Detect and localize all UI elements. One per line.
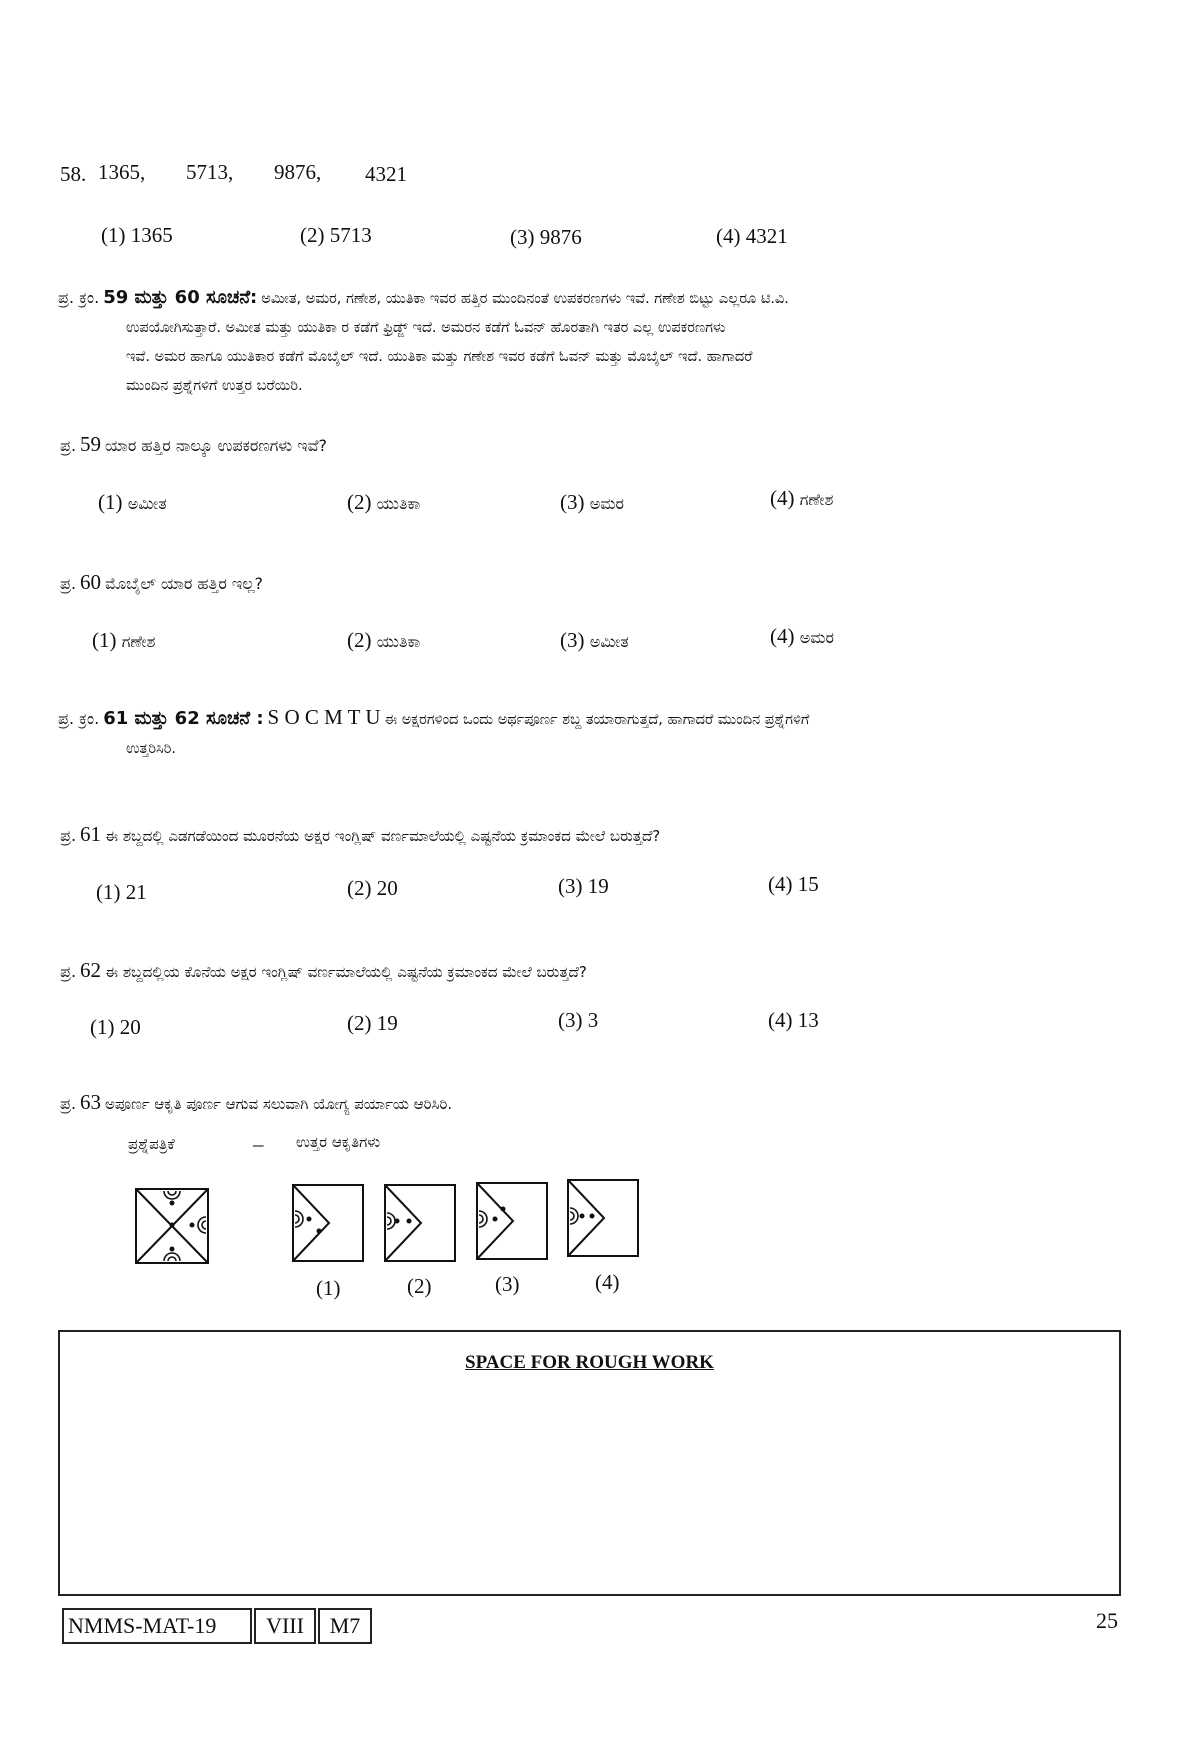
- q60-option-4[interactable]: [770, 624, 834, 649]
- q59-stem: [60, 432, 327, 457]
- instruction-prefix: ಪ್ರ. ಕ್ರಂ.: [58, 288, 100, 307]
- answer-figure-label: (3): [495, 1272, 520, 1296]
- q-text: ಅಪೂರ್ಣ ಆಕೃತಿ ಪೂರ್ಣ ಆಗುವ ಸಲುವಾಗಿ ಯೋಗ್ಯ ಪರ್ಯಾಯ ಆರಿಸಿರಿ.: [105, 1095, 453, 1113]
- q59-option-4[interactable]: [770, 486, 833, 511]
- q62-option-1[interactable]: (1) 20: [90, 1015, 141, 1039]
- q-label: ಪ್ರ.: [60, 574, 77, 593]
- q-number: 61: [80, 822, 102, 846]
- question-figure: [134, 1187, 212, 1267]
- q61-stem: [60, 822, 660, 847]
- question-figure-label: ಪ್ರಶ್ನೆಪತ್ರಿಕೆ: [128, 1135, 175, 1153]
- page-number: 25: [1096, 1608, 1118, 1633]
- q61-option-3[interactable]: (3) 19: [558, 874, 609, 898]
- q58-series-item: 5713,: [186, 160, 234, 184]
- q60-option-1[interactable]: [92, 628, 155, 653]
- q58-option-4[interactable]: (4) 4321: [716, 224, 788, 248]
- q58-number: 58.: [60, 162, 87, 186]
- q-number: 60: [80, 570, 102, 594]
- instruction-bold: 61 ಮತ್ತು 62 ಸೂಚನೆ :: [103, 708, 264, 729]
- answer-figure-label: (2): [407, 1274, 432, 1298]
- q-number: 63: [80, 1090, 102, 1114]
- q62-option-3[interactable]: (3) 3: [558, 1008, 599, 1032]
- rough-work-box: [58, 1330, 1121, 1596]
- option-number: (1): [92, 628, 117, 652]
- set-code: M7: [318, 1608, 372, 1644]
- q59-option-3[interactable]: [560, 490, 624, 515]
- answer-figure-2[interactable]: [383, 1183, 457, 1263]
- option-number: (1): [98, 490, 123, 514]
- q59-option-1[interactable]: [98, 490, 167, 515]
- q59-option-2[interactable]: [347, 490, 420, 515]
- q58-series-item: 4321: [365, 162, 407, 186]
- q60-option-3[interactable]: [560, 628, 629, 653]
- instruction-59-60: [58, 283, 1133, 401]
- instruction-line: ಈ ಅಕ್ಷರಗಳಿಂದ ಒಂದು ಅರ್ಥಪೂರ್ಣ ಶಬ್ದ ತಯಾರಾಗುತ್ತದೆ, ಹಾಗಾದರೆ ಮುಂದಿನ ಪ್ರಶ್ನೆಗಳಿಗೆ: [384, 712, 810, 728]
- paper-code: NMMS-MAT-19: [62, 1608, 252, 1644]
- option-text: ಗಣೇಶ: [121, 632, 156, 651]
- option-text: ಅಮರ: [589, 494, 624, 513]
- answer-figure-label: (4): [595, 1270, 620, 1294]
- option-text: ಯುತಿಕಾ: [376, 632, 421, 651]
- q-text: ಈ ಶಬ್ದದಲ್ಲಿ ಎಡಗಡೆಯಿಂದ ಮೂರನೆಯ ಅಕ್ಷರ ಇಂಗ್ಲಿಷ್ ವರ್ಣಮಾಲೆಯಲ್ಲಿ ಎಷ್ಟನೆಯ ಕ್ರಮಾಂಕದ ಮೇಲೆ ಬರುತ್ತದೆ?: [105, 827, 661, 845]
- class-code: VIII: [254, 1608, 316, 1644]
- option-text: ಗಣೇಶ: [799, 490, 834, 509]
- rough-work-title: SPACE FOR ROUGH WORK: [465, 1352, 714, 1373]
- answer-figure-3[interactable]: [475, 1181, 549, 1261]
- q58-series-item: 9876,: [274, 160, 322, 184]
- option-number: (4): [770, 486, 795, 510]
- option-text: ಅಮರ: [799, 628, 834, 647]
- q61-option-2[interactable]: (2) 20: [347, 876, 398, 900]
- q-label: ಪ್ರ.: [60, 826, 77, 845]
- q63-stem: [60, 1090, 452, 1115]
- answer-figure-1[interactable]: [291, 1183, 365, 1263]
- q58-option-2[interactable]: (2) 5713: [300, 223, 372, 247]
- q58-series-item: 1365,: [98, 160, 146, 184]
- instruction-line: ಮುಂದಿನ ಪ್ರಶ್ನೆಗಳಿಗೆ ಉತ್ತರ ಬರೆಯಿರಿ.: [126, 378, 303, 394]
- option-number: (3): [560, 628, 585, 652]
- answer-figures-label: ಉತ್ತರ ಆಕೃತಿಗಳು: [296, 1133, 381, 1151]
- option-number: (4): [770, 624, 795, 648]
- q60-stem: [60, 570, 263, 595]
- instruction-line: ಇವೆ. ಅಮರ ಹಾಗೂ ಯುತಿಕಾರ ಕಡೆಗೆ ಮೊಬೈಲ್ ಇದೆ. ಯುತಿಕಾ ಮತ್ತು ಗಣೇಶ ಇವರ ಕಡೆಗೆ ಓವನ್ ಮತ್ತು ಮೊಬೈಲ್ ಇದೆ. ಹಾಗಾದರೆ: [126, 349, 753, 365]
- instruction-61-62: [58, 703, 1133, 764]
- option-number: (3): [560, 490, 585, 514]
- q60-option-2[interactable]: [347, 628, 420, 653]
- q62-option-2[interactable]: (2) 19: [347, 1011, 398, 1035]
- q-label: ಪ್ರ.: [60, 1094, 77, 1113]
- answer-figure-label: (1): [316, 1276, 341, 1300]
- instruction-prefix: ಪ್ರ. ಕ್ರಂ.: [58, 709, 100, 728]
- q-label: ಪ್ರ.: [60, 436, 77, 455]
- instruction-line: ಅಮೀತ, ಅಮರ, ಗಣೇಶ, ಯುತಿಕಾ ಇವರ ಹತ್ತಿರ ಮುಂದಿನಂತೆ ಉಪಕರಣಗಳು ಇವೆ. ಗಣೇಶ ಬಿಟ್ಟು ಎಲ್ಲರೂ ಟಿ.ವಿ.: [261, 291, 789, 307]
- q-text: ಈ ಶಬ್ದದಲ್ಲಿಯ ಕೊನೆಯ ಅಕ್ಷರ ಇಂಗ್ಲಿಷ್ ವರ್ಣಮಾಲೆಯಲ್ಲಿ ಎಷ್ಟನೆಯ ಕ್ರಮಾಂಕದ ಮೇಲೆ ಬರುತ್ತದೆ?: [105, 963, 587, 981]
- answer-figure-4[interactable]: [566, 1178, 640, 1258]
- q-number: 62: [80, 958, 102, 982]
- q-text: ಯಾರ ಹತ್ತಿರ ನಾಲ್ಕೂ ಉಪಕರಣಗಳು ಇವೆ?: [105, 436, 327, 455]
- option-number: (2): [347, 628, 372, 652]
- q61-option-4[interactable]: (4) 15: [768, 872, 819, 896]
- option-number: (2): [347, 490, 372, 514]
- q-number: 59: [80, 432, 102, 456]
- option-text: ಯುತಿಕಾ: [376, 494, 421, 513]
- instruction-bold: 59 ಮತ್ತು 60 ಸೂಚನೆ:: [103, 287, 258, 308]
- q58-option-1[interactable]: (1) 1365: [101, 223, 173, 247]
- instruction-letters: S O C M T U: [267, 705, 381, 729]
- q61-option-1[interactable]: (1) 21: [96, 880, 147, 904]
- q62-option-4[interactable]: (4) 13: [768, 1008, 819, 1032]
- instruction-line: ಉತ್ತರಿಸಿರಿ.: [126, 741, 176, 757]
- instruction-line: ಉಪಯೋಗಿಸುತ್ತಾರೆ. ಅಮೀತ ಮತ್ತು ಯುತಿಕಾ ರ ಕಡೆಗೆ ಫ್ರಿಡ್ಜ್ ಇದೆ. ಅಮರನ ಕಡೆಗೆ ಓವನ್ ಹೊರತಾಗಿ ಇತರ ಎಲ್ಲ ಉಪಕರಣಗಳು: [126, 320, 726, 336]
- q-text: ಮೊಬೈಲ್ ಯಾರ ಹತ್ತಿರ ಇಲ್ಲ?: [105, 574, 264, 593]
- q58-option-3[interactable]: (3) 9876: [510, 225, 582, 249]
- q62-stem: [60, 958, 587, 983]
- q-label: ಪ್ರ.: [60, 962, 77, 981]
- option-text: ಅಮೀತ: [589, 632, 629, 651]
- option-text: ಅಮೀತ: [127, 494, 167, 513]
- label-dash: –: [253, 1132, 264, 1156]
